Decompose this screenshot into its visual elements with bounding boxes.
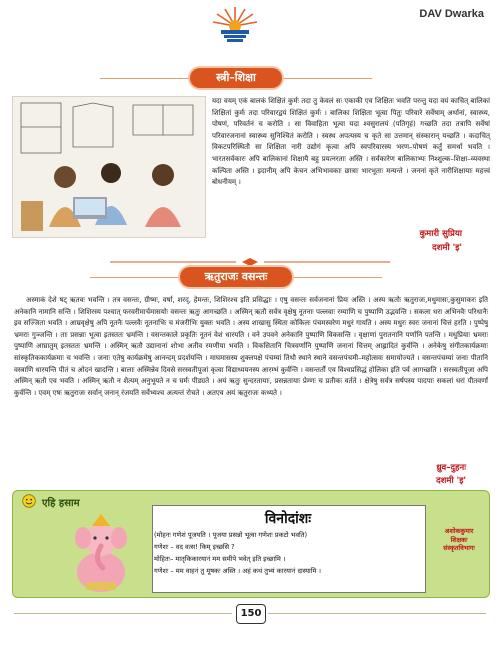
smiley-icon [22,494,36,508]
jokes-box-title: एहि हसाम [42,498,80,509]
divider [90,277,180,278]
students-illustration [12,96,206,238]
teacher-credit [432,527,486,553]
dialog-line: (मोहनः गणेशं पूजयति । पूजया प्रसन्नो भूत्वा गणेशः प्रकटो भवति) [154,531,308,539]
author-name: ध्रुव–दुहनः [436,463,466,473]
rituraj-vasant-paragraph: अस्माकं देशे षट् ऋतवः भवन्ति । तत्र वसन्तः, ग्रीष्मः, वर्षा, शरद्, हेमन्तः, शिशिरश्च इति प्रसिद्धाः । एषु वसन्तः सर्वजनानां प्रियः अस्ति । अस्य ऋतोः ऋतुराजः,मधुमासः,कुसुमाकरः इति अनेकानि नामानि सन्ति । शिशिरस्य पश्चात् फरवरीमार्चमासयोः वसन्तः ऋतुः आगच्छति । अस्मिन् ऋतौ सर्वत्र वृक्षेषु नूतनाः पल्लवाः रम्याणि च पुष्पाणि उद्भवन्ति । सकला धरा अभिनवैः परिधानैः इव सज्जिता भवति । आम्रवृक्षेषु अपि नूतनैः पल्लवैः नूतनाभिः च मंजरीभिः युक्तः भवति । अस्य शाखासु स्थिता कोकिलः पंचमस्वरेण मधुरं गायति । अस्य मधुरः स्वरः जनानां चित्तं हरति । पुष्पेषु भ्रमराः गुञ्जन्ति । ताः प्रसन्नाः भूत्वा इतस्ततः भ्रमन्ति । वसन्तकाले प्रकृतिः नूतनं वेशं धारयति । वने उपवने अनेकानि पुष्पाणि विकसन्ति । वृक्षाणां पुरातनानि पर्णानि पतन्ति । मधुप्रियाः भ्रमराः पुष्पाणि आघ्रातुम् इतस्ततः भ्रमन्ति । अस्मिन् ऋतौ उद्यानानां शोभा अतीव रमणीया भवति । विकसितानि चित्रवर्णानि पुष्पाणि जनानां चित्तम् आह्लादितं कुर्वन्ति । अनेकेषु संगीतकार्यक्रमाः सांस्कृतिककार्यक्रमाः च भवन्ति । जनाः एतेषु कार्यक्रमेषु आनन्दम् प्रदर्शयन्ति । माघमासस्य शुक्लपक्षे पंचम्यां तिथौ स्थाने स्थाने वसन्तपंचमी–महोत्सवः समायोज्यते । वसन्तपंचम्यां जनाः पीतानि वस्त्राणि धारयन्ति पीतं च ओदनं खादन्ति । बालाः अस्मिन्नेव दिवसे सरस्वतीपूजां कृत्वा विद्याध्ययनस्य आरम्भं कुर्वन्ति । वसन्तर्तौ एव विश्वप्रसिद्धं होलिका इति पर्व आगच्छति । सरस्वतीपूजा अपि अस्मिन् ऋतौ एव भवति । अस्मिन् ऋतौ न शैत्यम् अनुभूयते न च घर्मः पीड्यते । अयं ऋतुः सुन्दरतायाः, प्रसन्नतायाः प्रेम्णः च प्रतीकः वर्तते । क्षेत्रेषु सर्वत्र सर्षपस्य पादपाः सकलां धरां पीतवर्णां कुर्वन्ति । एवम् एषः ऋतुराजः सर्वान् जनान् रंजयति सर्वेभ्यश्च अत्यन्तं रोचते । अतएव अयं ऋतुराजः कथ्यते । [14,296,488,397]
ornament-divider [110,258,390,266]
divider [282,78,372,79]
ganesha-icon [66,512,136,594]
page-number: 150 [236,604,266,624]
author-name: कुमारी सुप्रिया [419,229,462,239]
section-title-stri-shiksha: स्त्री–शिक्षा [190,68,282,88]
divider [14,613,232,614]
dialog-line: गणेशः – मम वाहनं तु मूषकः अस्ति । अहं कथं तुभ्यं कारयानं दास्यामि । [154,567,321,575]
teacher-department: संस्कृतविभागः [443,544,475,552]
section-title-rituraj-vasant: ऋतुराजः वसन्तः [180,267,292,287]
dialog-line: गणेशः – वद वत्स! किम् इच्छसि ? [154,543,235,551]
divider [100,78,190,79]
dav-logo-icon [210,4,260,44]
author-class: दशमी 'इ' [436,476,466,486]
dialog-line: मोहितः– मातृकिकारयानं मम समीपे भवेत् इति इच्छामि । [154,555,286,563]
card-title: विनोदांशः [264,511,312,527]
teacher-name: अशोककुमार [444,527,474,535]
brand-name: DAV Dwarka [419,8,484,20]
divider [292,277,382,278]
teacher-role: शिक्षकः [450,535,468,544]
stri-shiksha-paragraph: यदा वयम् एकं बालकं शिक्षितं कुर्मः तदा तु केवलं सः एकाकी एव शिक्षितः भवति परन्तु यदा वयं काचित् बालिकां शिक्षितां कुर्मः तदा परिवारद्वयं शिक्षितं कुर्मः । बालिका शिक्षिता भूत्वा पितुः परिवारे सर्वेषाम् अर्थानां, स्वास्थ्य, पोषणं, परिवर्तनं च करोति । सा विवाहिता भूत्वा यदा श्वसुरालयं (पतिगृहं) गच्छति तदा तत्रापि सर्वेषां परिवारजनानां स्वास्थ्य सुनिश्चितं करोति । स्वस्थ अपत्यस्य च कृते सा उत्तमान् संस्कारान् यच्छति । कदाचित् विकटपरिस्थितौ सा शिक्षिता नारी उद्योगं कृत्वा अपि स्वपरिवारस्य भरण–पोषणं कर्तुं समर्था भवति । भारतसर्वकारः अपि बालिकानां शिक्षायै बहु प्रयत्नरताः अस्ति । सर्वकारेण बालिकाभ्यः निश्शुल्क–शिक्षा–व्यवस्था कल्पिता अस्ति । इदानीम् अपि केचन अभिभावकाः छात्राः भारभूताः मन्यन्ते । जननां कृते नारीशिक्षायाः महत्त्वं बोधनीयम् । [212,97,490,187]
author-class: दशमी 'इ' [432,243,462,253]
divider [268,613,486,614]
